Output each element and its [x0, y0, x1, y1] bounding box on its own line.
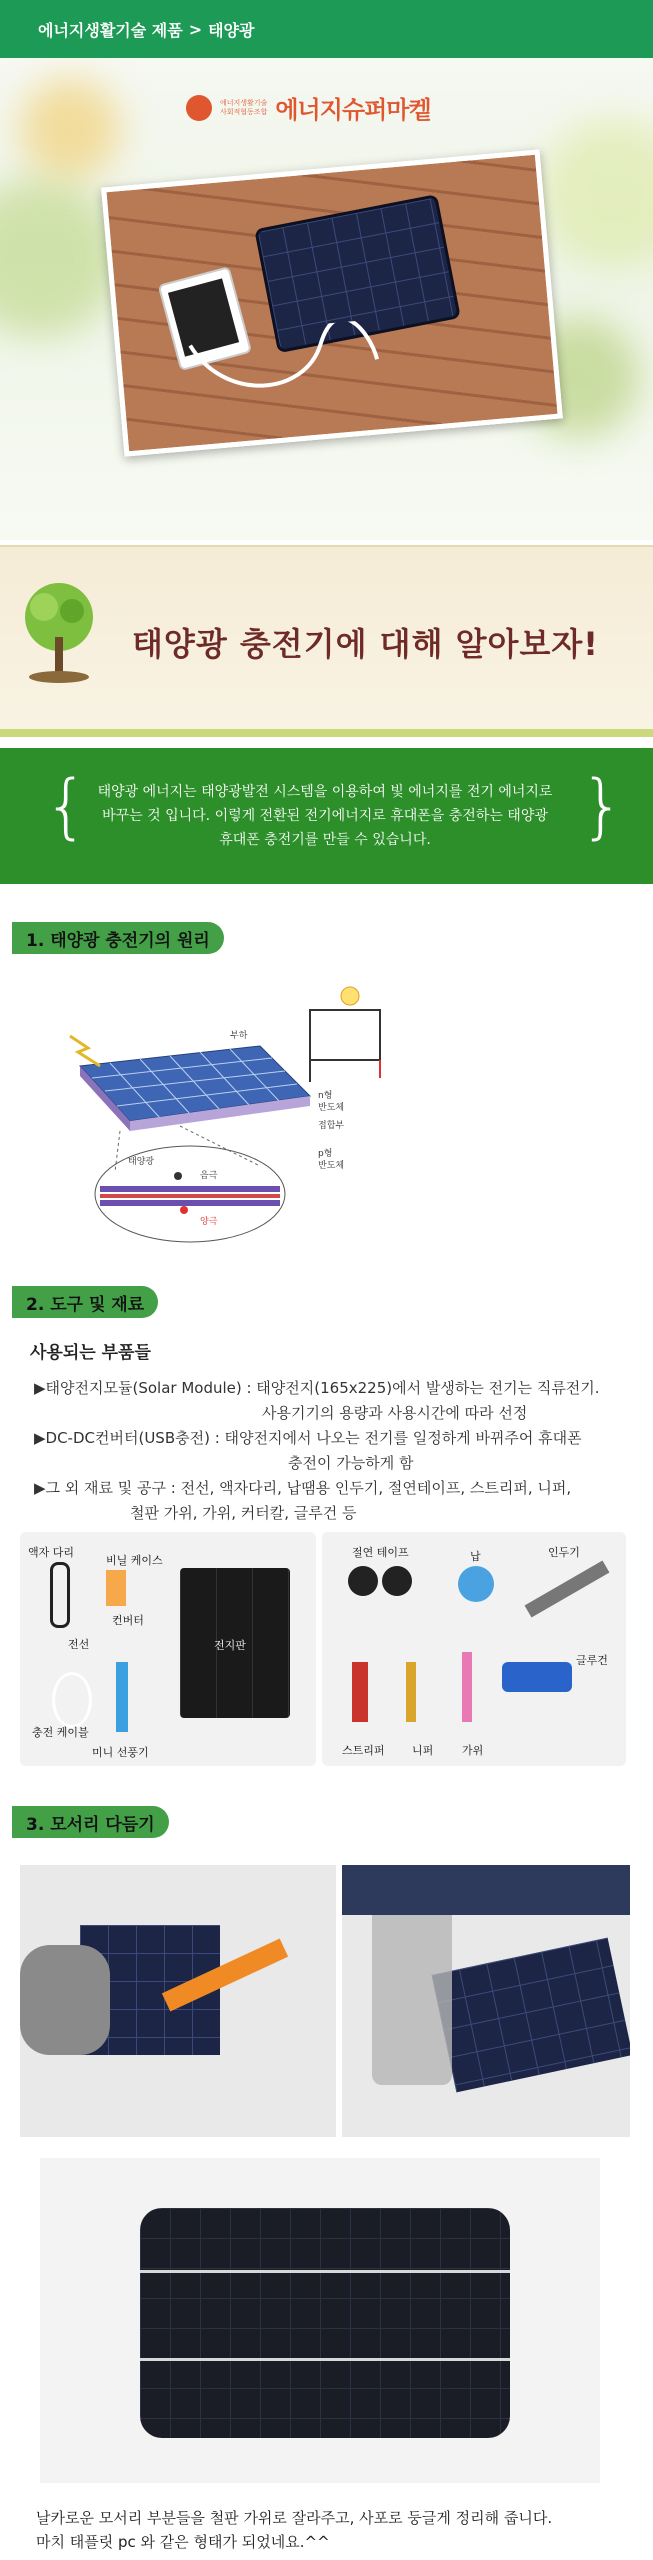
label-solder: 납: [470, 1550, 481, 1563]
left-brace-icon: {: [44, 765, 89, 847]
solar-panel-image: [431, 1938, 630, 2093]
label-n-type: n형: [318, 1091, 333, 1101]
label-wire: 전선: [68, 1638, 90, 1651]
tape-image: [348, 1566, 378, 1596]
label-stripper: 스트리퍼: [342, 1744, 385, 1757]
label-anode: 양극: [200, 1217, 218, 1227]
breadcrumb-current: 태양광: [208, 20, 255, 40]
brand-subtitle: 에너지생활기술 사회적협동조합: [220, 98, 268, 116]
label-vinyl-case: 비닐 케이스: [106, 1554, 163, 1567]
intro-text: 태양광 에너지는 태양광발전 시스템을 이용하여 빛 에너지를 전기 에너지로 바꾸는 것 입니다. 이렇게 전환된 전기에너지로 휴대폰을 충전하는 태양광 휴대폰 충전기를 만들 수 있습니다.: [97, 784, 553, 848]
frame-leg-image: [50, 1562, 70, 1628]
label-glue-gun: 글루건: [576, 1654, 608, 1667]
label-sunlight: 태양광: [128, 1157, 155, 1167]
label-junction: 접합부: [318, 1121, 345, 1131]
solar-principle-diagram: [60, 986, 420, 1246]
label-mini-fan: 미니 선풍기: [92, 1746, 149, 1759]
cable-image: [179, 319, 385, 416]
intro-box: [0, 748, 653, 884]
hero-photo-solar-charger: [101, 149, 563, 456]
photo-cutting-corner: [20, 1865, 336, 2137]
label-charge-cable: 충전 케이블: [32, 1726, 89, 1739]
finished-solar-panel-image: [140, 2208, 510, 2438]
parts-item-other: ▶그 외 재료 및 공구 : 전선, 액자다리, 납땜용 인두기, 절연테이프, 스트리퍼, 니퍼,: [34, 1479, 572, 1497]
tree-icon: [14, 577, 104, 687]
solder-image: [458, 1566, 494, 1602]
stripper-image: [352, 1662, 368, 1722]
caption: 날카로운 모서리 부분들을 철판 가위로 잘라주고, 사포로 둥글게 정리해 줍니다. 마치 태플릿 pc 와 같은 형태가 되었네요.^^: [36, 2509, 553, 2551]
parts-item-converter: ▶DC-DC컨버터(USB충전) : 태양전지에서 나오는 전기를 일정하게 바뀌주어 휴대폰: [34, 1429, 582, 1447]
parts-item-solar-module-cont: 사용기기의 용량과 사용시간에 따라 선정: [262, 1404, 528, 1422]
section-heading-edges: 3. 모서리 다듬기: [12, 1806, 169, 1838]
label-scissors: 가위: [462, 1744, 484, 1757]
parts-item-solar-module: ▶태양전지모듈(Solar Module) : 태양전지(165x225)에서 발생하는 전기는 직류전기.: [34, 1379, 600, 1397]
label-solar-panel: 전지판: [214, 1639, 246, 1652]
glue-gun-image: [502, 1662, 572, 1692]
banner-title: 태양광 충전기에 대해 알아보자!: [132, 625, 599, 663]
mini-fan-image: [116, 1662, 128, 1732]
parts-title: 사용되는 부품들: [30, 1343, 151, 1363]
soldering-iron-image: [525, 1560, 610, 1617]
materials-photo-left: [20, 1532, 316, 1766]
label-load: 부하: [230, 1031, 248, 1041]
charge-cable-image: [52, 1672, 92, 1728]
sandpaper-image: [372, 1905, 452, 2085]
label-converter: 컨버터: [112, 1614, 144, 1627]
parts-item-other-cont: 철판 가위, 가위, 커터칼, 글루건 등: [130, 1504, 357, 1522]
brand-logo-icon: [186, 95, 212, 121]
brand-logo: [186, 90, 431, 125]
breadcrumb-separator: >: [188, 19, 203, 39]
scissors-image: [462, 1652, 472, 1722]
breadcrumb-category[interactable]: 에너지생활기술 제품: [38, 20, 183, 40]
label-insulation-tape: 절연 테이프: [352, 1546, 409, 1559]
hero-section: [0, 58, 653, 540]
photo-finished-panel: [40, 2158, 600, 2483]
converter-image: [106, 1570, 126, 1606]
right-brace-icon: }: [580, 765, 625, 847]
breadcrumb: [0, 0, 653, 58]
gloved-hand-image: [20, 1945, 110, 2055]
section-heading-principle: 1. 태양광 충전기의 원리: [12, 922, 224, 954]
label-p-type: p형: [318, 1149, 333, 1159]
label-frame-leg: 액자 다리: [28, 1546, 75, 1559]
sleeve-image: [342, 1865, 630, 1915]
section-heading-tools: 2. 도구 및 재료: [12, 1286, 158, 1318]
label-n-type-semiconductor: 반도체: [318, 1103, 345, 1113]
parts-list: [34, 1376, 634, 1526]
section-banner: [0, 545, 653, 737]
label-nipper: 니퍼: [412, 1744, 434, 1757]
label-soldering-iron: 인두기: [548, 1546, 580, 1559]
label-p-type-semiconductor: 반도체: [318, 1161, 345, 1171]
nipper-image: [406, 1662, 416, 1722]
brand-name: 에너지슈퍼마켙: [275, 96, 431, 124]
photo-sanding-corner: [342, 1865, 630, 2137]
label-cathode: 음극: [200, 1171, 218, 1181]
parts-item-converter-cont: 충전이 가능하게 함: [288, 1454, 414, 1472]
materials-photo-right: [322, 1532, 626, 1766]
